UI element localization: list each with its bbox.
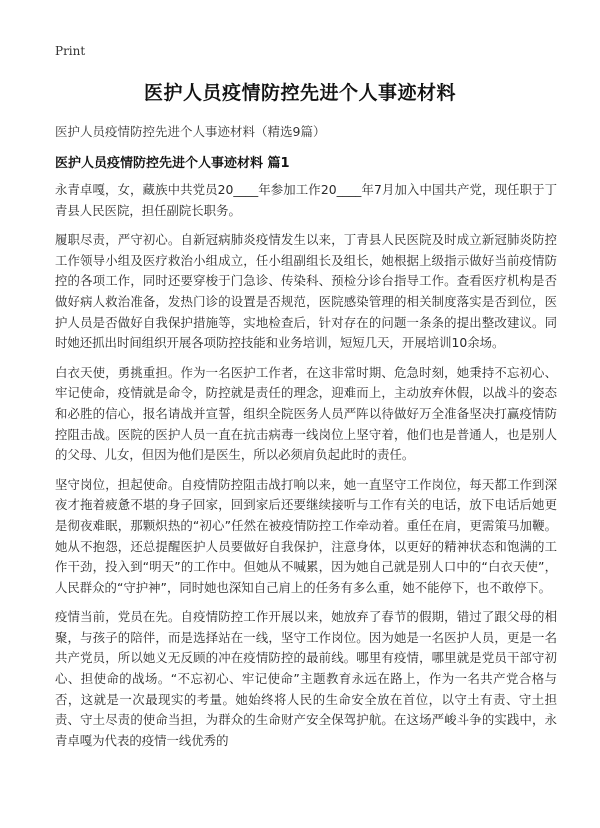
print-label: Print <box>55 44 86 58</box>
paragraph-2: 履职尽责，严守初心。自新冠病肺炎疫情发生以来，丁青县人民医院及时成立新冠肺炎防控工作领导小组及医疗救治小组成立，任小组副组长及组长，她根据上级指示做好当前疫情防控的各项工作，同时还要穿梭于门急诊、传染科、预检分诊台指导工作。查看医疗机构是否做好病人救治准备，发热门诊的设置是否规范，医院感染管理的相关制度落实是否到位，医护人员是否做好自我保护措施等，实地检查后，针对存在的问题一条条的提出整改建议。同时她还抓出时间组织开展各项防控技能和业务培训，短短几天，开展培训10余场。 <box>55 232 557 351</box>
paragraph-3: 白衣天使，勇挑重担。作为一名医护工作者，在这非常时期、危急时刻，她秉持不忘初心、牢记使命，疫情就是命令，防控就是责任的理念，迎难而上，主动放弃休假，以战斗的姿态和必胜的信心，报名请战并宣誓，组织全院医务人员严阵以待做好万全准备坚决打赢疫情防控阻击战。医院的医护人员一直在抗击病毒一线岗位上坚守着，他们也是普通人，也是别人的父母、儿女，但因为他们是医生，所以必须肩负起此时的责任。 <box>55 364 557 463</box>
paragraph-1: 永青卓嘎，女，藏族中共党员20____年参加工作20____年7月加入中国共产党，现任职于丁青县人民医院，担任副院长职务。 <box>55 182 557 218</box>
article-body <box>55 180 557 760</box>
document-title: 医护人员疫情防控先进个人事迹材料 <box>143 82 456 104</box>
paragraph-4: 坚守岗位，担起使命。自疫情防控阻击战打响以来，她一直坚守工作岗位，每天都工作到深夜才拖着疲惫不堪的身子回家，回到家后还要继续接听与工作有关的电话，放下电话后她更是彻夜难眠，那颗炽热的“初心”任然在被疫情防控工作牵动着。重任在肩，更需策马加鞭。她从不抱怨，还总提醒医护人员要做好自我保护，注意身体，以更好的精神状态和饱满的工作干劲，投入到“明天”的工作中。但她从不喊累，因为她自己就是别人口中的“白衣天使”，人民群众的“守护神”，同时她也深知自己肩上的任务有多么重，她不能停下，也不敢停下。 <box>55 476 557 595</box>
document-subtitle: 医护人员疫情防控先进个人事迹材料（精选9篇） <box>55 124 326 139</box>
paragraph-5: 疫情当前，党员在先。自疫情防控工作开展以来，她放弃了春节的假期，错过了跟父母的相聚，与孩子的陪伴，而是选择站在一线，坚守工作岗位。因为她是一名医护人员，更是一名共产党员，所以她义无反顾的冲在疫情防控的最前线。哪里有疫情，哪里就是党员干部守初心、担使命的战场。“不忘初心、牢记使命”主题教育永远在路上，作为一名共产党合格与否，这就是一次最现实的考量。她始终将人民的生命安全放在首位，以守土有责、守土担责、守土尽责的使命当担，为群众的生命财产安全保驾护航。在这场严峻斗争的实践中，永青卓嘎为代表的疫情一线优秀的 <box>55 609 557 748</box>
section-heading: 医护人员疫情防控先进个人事迹材料 篇1 <box>55 156 290 171</box>
